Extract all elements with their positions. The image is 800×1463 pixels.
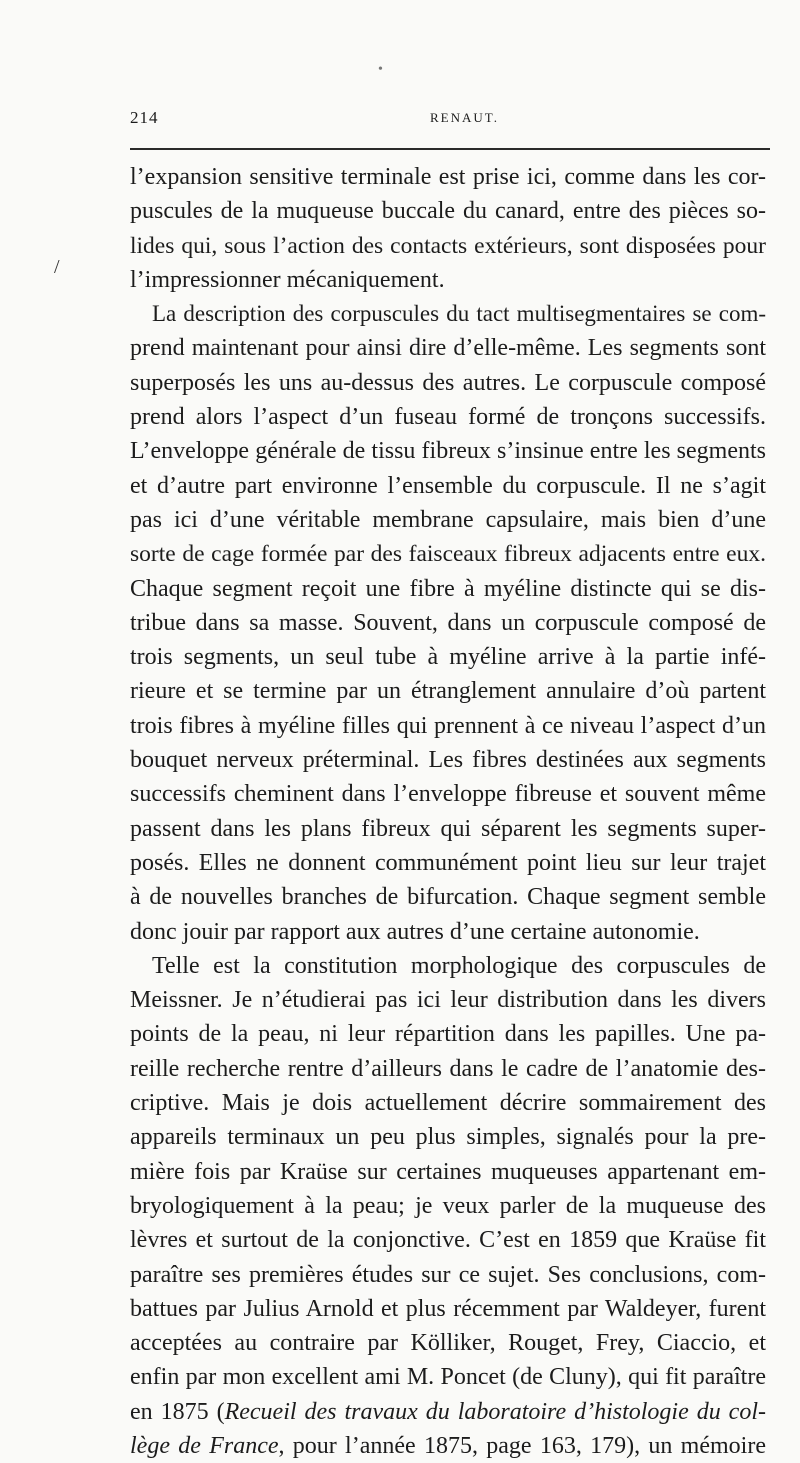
text-line-after: , pour l’année 1875, page 163, 179), un mémoire xyxy=(278,1432,766,1459)
text-line: superposés les uns au-dessus des autres. Le corpuscule composé xyxy=(130,369,766,396)
text-line: prend alors l’aspect d’un fuseau formé de tronçons successifs. xyxy=(130,404,766,431)
text-line: appareils terminaux un peu plus simples, signalés pour la pre- xyxy=(130,1124,766,1151)
text-line: L’enveloppe générale de tissu fibreux s’insinue entre les segments xyxy=(130,438,766,465)
text-line: acceptées au contraire par Kölliker, Rouget, Frey, Ciaccio, et xyxy=(130,1330,766,1357)
text-line xyxy=(130,1395,766,1429)
text-line: l’expansion sensitive terminale est prise ici, comme dans les cor- xyxy=(130,164,766,190)
text-line xyxy=(130,1429,766,1463)
italic-citation: Recueil des travaux du laboratoire d’histologie du col- xyxy=(224,1398,766,1425)
text-line-before: en 1875 ( xyxy=(130,1398,225,1425)
text-line: et d’autre part environne l’ensemble du corpuscule. Il ne s’agit xyxy=(130,472,766,499)
text-line: Chaque segment reçoit une fibre à myéline distincte qui se dis- xyxy=(130,575,766,602)
text-line: battues par Julius Arnold et plus récemment par Waldeyer, furent xyxy=(130,1295,766,1322)
text-line: enfin par mon excellent ami M. Poncet (de Cluny), qui fit paraître xyxy=(130,1364,766,1391)
text-line: criptive. Mais je dois actuellement décrire sommairement des xyxy=(130,1090,766,1117)
text-line: puscules de la muqueuse buccale du canard, entre des pièces so- xyxy=(130,198,766,225)
text-line: La description des corpuscules du tact multisegmentaires se com- xyxy=(152,301,766,327)
text-line: Meissner. Je n’étudierai pas ici leur distribution dans les divers xyxy=(130,987,766,1014)
text-line: mière fois par Kraüse sur certaines muqueuses appartenant em- xyxy=(130,1158,766,1185)
text-line: points de la peau, ni leur répartition dans les papilles. Une pa- xyxy=(130,1021,766,1048)
text-line: successifs cheminent dans l’enveloppe fibreuse et souvent même xyxy=(130,781,766,808)
body-text xyxy=(130,160,766,1463)
margin-slash-mark: / xyxy=(54,256,60,278)
text-line: bouquet nerveux préterminal. Les fibres destinées aux segments xyxy=(130,747,766,774)
text-line: trois segments, un seul tube à myéline arrive à la partie infé- xyxy=(130,644,766,671)
text-line: posés. Elles ne donnent communément point lieu sur leur trajet xyxy=(130,849,766,876)
text-line: passent dans les plans fibreux qui séparent les segments super- xyxy=(130,815,766,842)
page-header xyxy=(130,108,770,132)
header-rule xyxy=(130,148,770,150)
running-head: RENAUT. xyxy=(430,110,500,125)
margin-dot-mark: • xyxy=(378,62,383,77)
text-line: donc jouir par rapport aux autres d’une certaine autonomie. xyxy=(130,918,700,945)
text-line: Telle est la constitution morphologique des corpuscules de xyxy=(152,952,766,979)
text-line: prend maintenant pour ainsi dire d’elle-même. Les segments sont xyxy=(130,335,766,362)
text-line: pas ici d’une véritable membrane capsulaire, mais bien d’une xyxy=(130,506,766,533)
text-line: reille recherche rentre d’ailleurs dans le cadre de l’anatomie des- xyxy=(130,1055,766,1082)
text-line: lides qui, sous l’action des contacts extérieurs, sont disposées pour xyxy=(130,232,766,259)
text-line: rieure et se termine par un étranglement annulaire d’où partent xyxy=(130,678,766,705)
text-line: bryologiquement à la peau; je veux parler de la muqueuse des xyxy=(130,1192,766,1219)
text-line: tribue dans sa masse. Souvent, dans un corpuscule composé de xyxy=(130,609,766,636)
text-line: à de nouvelles branches de bifurcation. Chaque segment semble xyxy=(130,884,766,911)
text-line: sorte de cage formée par des faisceaux fibreux adjacents entre eux. xyxy=(130,541,766,568)
page-number: 214 xyxy=(130,108,159,127)
text-line: paraître ses premières études sur ce sujet. Ses conclusions, com- xyxy=(130,1261,766,1288)
text-line: l’impressionner mécaniquement. xyxy=(130,266,445,293)
italic-citation: lège de France xyxy=(130,1432,279,1459)
text-line: lèvres et surtout de la conjonctive. C’est en 1859 que Kraüse fit xyxy=(130,1227,766,1254)
text-line: trois fibres à myéline filles qui prennent à ce niveau l’aspect d’un xyxy=(130,712,766,739)
